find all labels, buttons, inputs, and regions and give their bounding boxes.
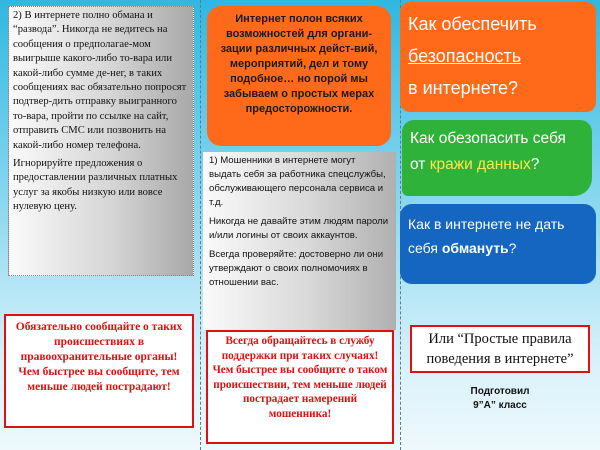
data-theft-highlight: кражи данных	[429, 156, 531, 173]
deception-highlight: обмануть	[441, 240, 509, 256]
data-theft-line-2	[410, 152, 584, 178]
deception-line-1: Как в интернете не дать	[408, 216, 565, 232]
scammer-paragraph-3: Всегда проверяйте: достоверно ли они утверждают о своих полномочиях в отношении вас.	[209, 249, 384, 288]
fraud-paragraph-1: 2) В интернете полно обмана и “развода”. Никогда не ведитесь на сообщения о предполагае-мом выигрыше какого-либо то-вара или какой-либо сумме де-нег, в таких сообщениях вас обязательно попросят подтвер-дить отправку выигранного то-вара, пройти по ссылке на сайт, отправить СМС или позвонить на какой-либо номер телефона.	[13, 10, 187, 151]
title-line-2: безопасность	[408, 46, 522, 66]
panel-left	[0, 0, 200, 450]
credits	[410, 385, 590, 413]
title-line-1: Как обеспечить	[408, 14, 537, 34]
title-tile	[400, 2, 596, 112]
support-notice: Всегда обращайтесь в службу поддержки при таких случаях! Чем быстрее вы сообщите о таком происшествии, тем меньше людей пострадает намерений мошенника!	[206, 330, 394, 444]
report-police-notice: Обязательно сообщайте о таких происшествиях в правоохранительные органы! Чем быстрее вы сообщите, тем меньше людей пострадают!	[4, 314, 194, 428]
data-theft-line-1: Как обезопасить себя	[410, 130, 566, 147]
deception-tile	[400, 204, 596, 284]
intro-callout: Интернет полон всяких возможностей для органи-зации различных дейст-вий, мероприятий, дел и тому подобное… но порой мы забываем о простых мерах предосторожности.	[207, 6, 391, 146]
fraud-text-block	[8, 6, 194, 276]
data-theft-prefix: от	[410, 156, 430, 173]
deception-line-2	[408, 236, 588, 260]
deception-prefix: себя	[408, 240, 442, 256]
credits-line-1: Подготовил	[470, 386, 530, 397]
scammer-paragraph-2: Никогда не давайте этим людям пароли и/или логины от своих аккаунтов.	[209, 216, 389, 241]
scammer-paragraph-1: 1) Мошенники в интернете могут выдать себя за работника спецслужбы, обслуживающего персонала сервиса и т.д.	[209, 155, 386, 208]
deception-suffix: ?	[508, 240, 517, 256]
data-theft-suffix: ?	[530, 156, 540, 173]
scammer-text-block	[203, 152, 396, 330]
data-theft-tile	[402, 120, 592, 196]
fraud-paragraph-2: Игнорируйте предложения о предоставлении различных платных услуг за якобы низкую или вовсе нулевую цену.	[13, 158, 178, 213]
title-line-3: в интернете?	[408, 78, 519, 98]
subtitle-box: Или “Простые правила поведения в интернете”	[410, 325, 590, 373]
credits-line-2: 9”А” класс	[473, 400, 527, 411]
